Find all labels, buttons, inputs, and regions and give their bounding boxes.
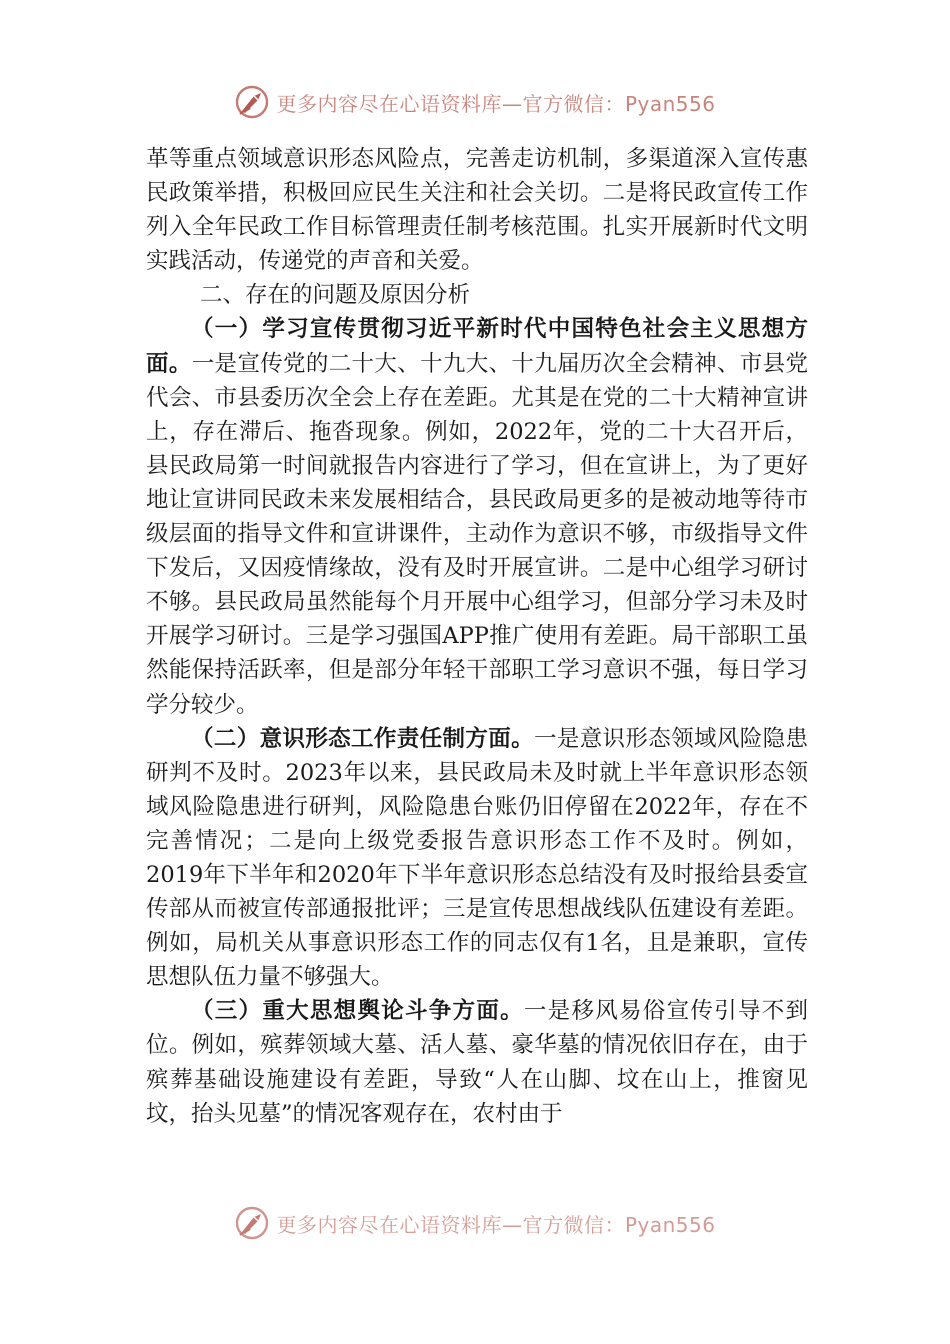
watermark-header: [0, 82, 950, 122]
section-heading-text: 二、存在的问题及原因分析: [200, 282, 471, 309]
pen-nib-logo-icon: [234, 1205, 270, 1241]
paragraph-text: 一是移风易俗宣传引导不到位。例如，殡葬领域大墓、活人墓、豪华墓的情况依旧存在，由于殡葬基础设施建设有差距，导致“人在山脚、坟在山上，推窗见坟，抬头见墓”的情况客观存在，农村由于: [146, 998, 808, 1127]
subsection-heading: （一）学习宣传贯彻习近平新时代中国特色社会主义思想方面。: [146, 316, 808, 377]
document-body: [146, 142, 808, 1131]
pen-nib-logo-icon: [234, 84, 270, 120]
paragraph-subsection-1: [146, 312, 808, 721]
paragraph-continuation: [146, 142, 808, 278]
subsection-heading: （三）重大思想舆论斗争方面。: [191, 998, 524, 1025]
section-heading: [146, 278, 808, 312]
watermark-footer: [0, 1203, 950, 1243]
paragraph-text: 一是意识形态领域风险隐患研判不及时。2023年以来，县民政局未及时就上半年意识形态领域风险隐患进行研判，风险隐患台账仍旧停留在2022年，存在不完善情况；二是向上级党委报告意识形态工作不及时。例如，2019年下半年和2020年下半年意识形态总结没有及时报给县委宣传部从而被宣传部通报批评；三是宣传思想战线队伍建设有差距。例如，局机关从事意识形态工作的同志仅有1名，且是兼职，宣传思想队伍力量不够强大。: [146, 725, 808, 991]
watermark-text: 更多内容尽在心语资料库—官方微信：Pyan556: [276, 1212, 716, 1237]
subsection-heading: （二）意识形态工作责任制方面。: [191, 725, 534, 752]
paragraph-text: 革等重点领域意识形态风险点，完善走访机制，多渠道深入宣传惠民政策举措，积极回应民生关注和社会关切。二是将民政宣传工作列入全年民政工作目标管理责任制考核范围。扎实开展新时代文明实践活动，传递党的声音和关爱。: [146, 146, 808, 275]
watermark-text: 更多内容尽在心语资料库—官方微信：Pyan556: [276, 91, 716, 116]
paragraph-subsection-2: [146, 722, 808, 995]
paragraph-subsection-3: [146, 994, 808, 1130]
paragraph-text: 一是宣传党的二十大、十九大、十九届历次全会精神、市县党代会、市县委历次全会上存在差距。尤其是在党的二十大精神宣讲上，存在滞后、拖沓现象。例如，2022年，党的二十大召开后，县民政局第一时间就报告内容进行了学习，但在宣讲上，为了更好地让宣讲同民政未来发展相结合，县民政局更多的是被动地等待市级层面的指导文件和宣讲课件，主动作为意识不够，市级指导文件下发后，又因疫情缘故，没有及时开展宣讲。二是中心组学习研讨不够。县民政局虽然能每个月开展中心组学习，但部分学习未及时开展学习研讨。三是学习强国APP推广使用有差距。局干部职工虽然能保持活跃率，但是部分年轻干部职工学习意识不强，每日学习学分较少。: [146, 350, 808, 718]
